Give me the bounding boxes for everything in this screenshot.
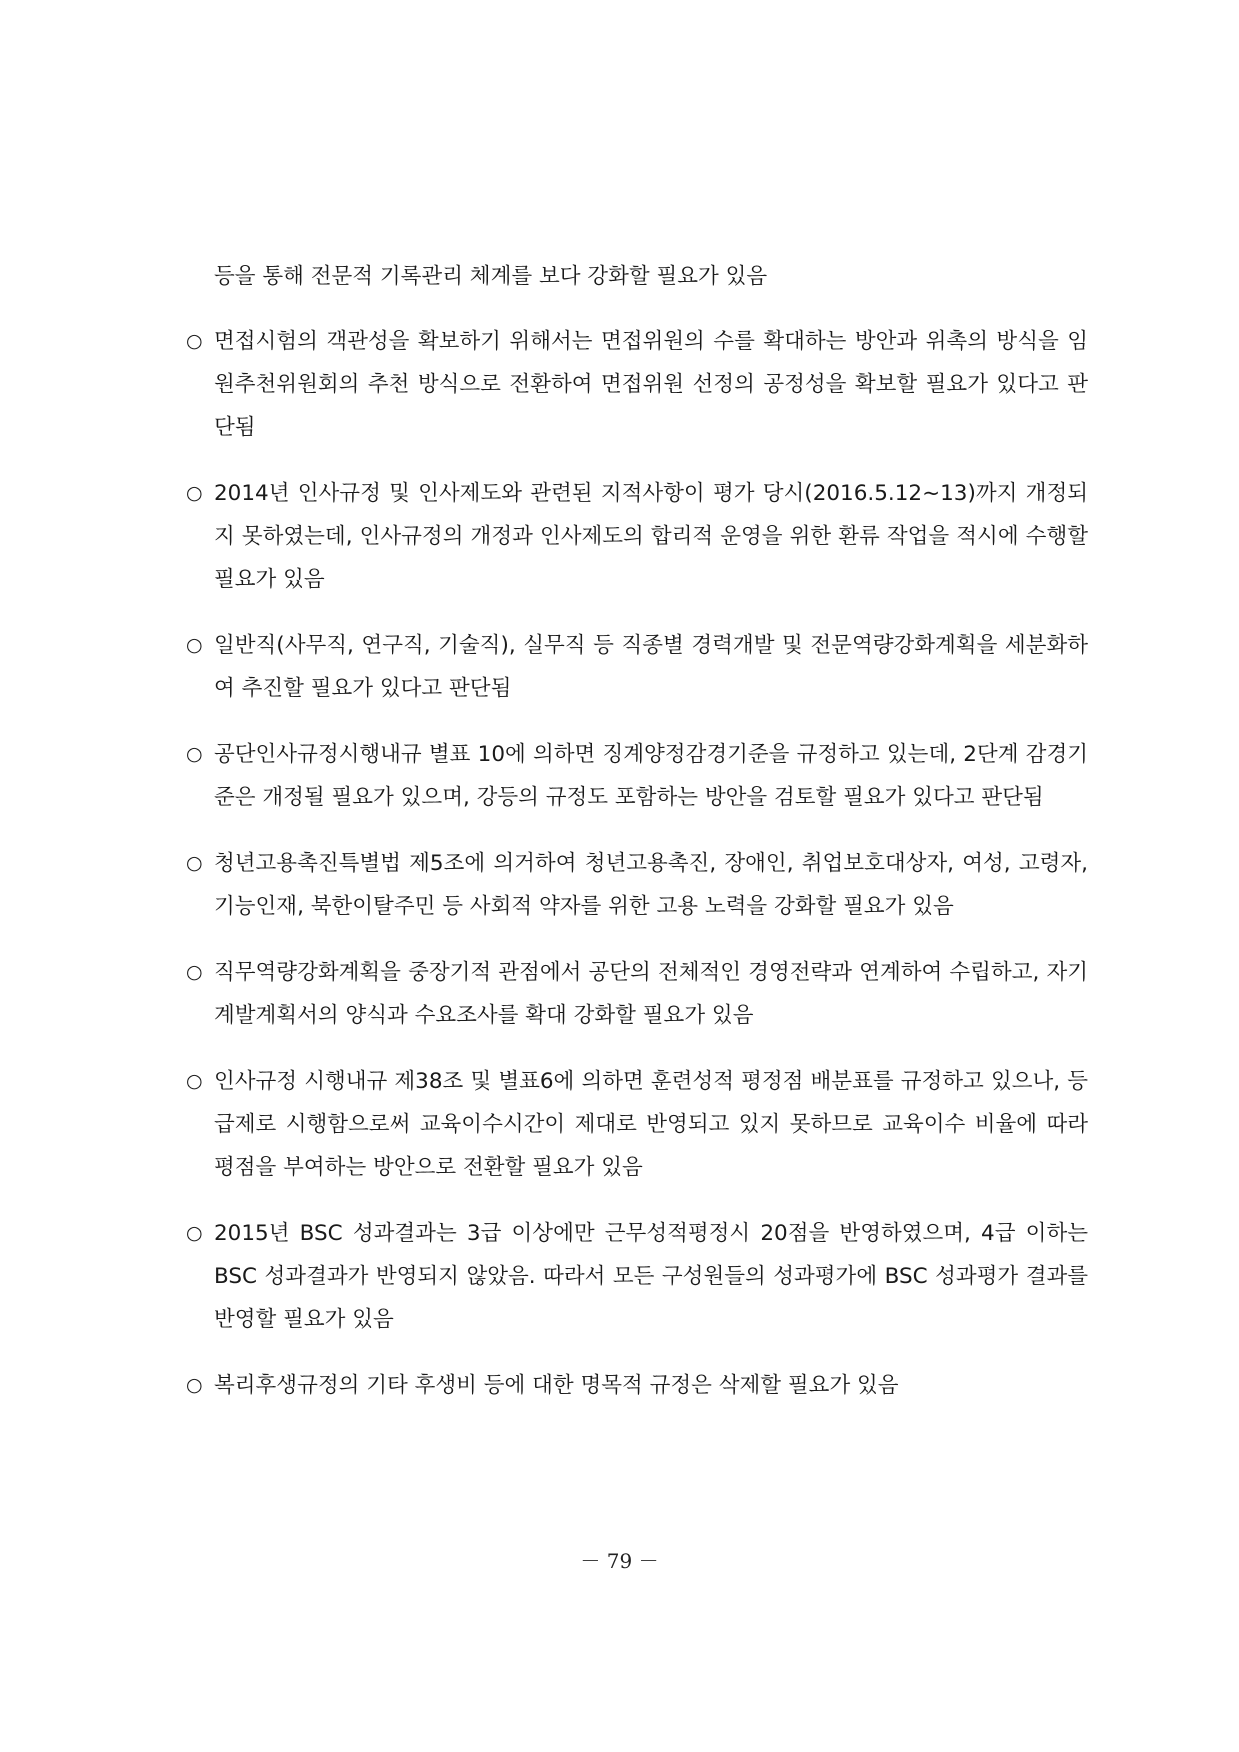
bullet-text: 공단인사규정시행내규 별표 10에 의하면 징계양정감경기준을 규정하고 있는데, 2단계 감경기준은 개정될 필요가 있으며, 강등의 규정도 포함하는 방안을 검토할 필요가 있다고 판단됨 (214, 742, 1088, 810)
bullet-item (186, 733, 1088, 819)
bullet-circle-icon: ○ (186, 852, 203, 874)
bullet-circle-icon: ○ (186, 634, 203, 656)
document-body (186, 255, 1088, 1430)
bullet-circle-icon: ○ (186, 961, 203, 983)
bullet-circle-icon: ○ (186, 1222, 203, 1244)
page-number: － 79 － (580, 1549, 659, 1573)
bullet-circle-icon: ○ (186, 482, 203, 504)
continuation-paragraph: 등을 통해 전문적 기록관리 체계를 보다 강화할 필요가 있음 (214, 264, 768, 289)
bullet-text: 2014년 인사규정 및 인사제도와 관련된 지적사항이 평가 당시(2016.5.12~13)까지 개정되지 못하였는데, 인사규정의 개정과 인사제도의 합리적 운영을 위한 환류 작업을 적시에 수행할 필요가 있음 (214, 481, 1088, 592)
bullet-item (186, 472, 1088, 601)
bullet-text: 인사규정 시행내규 제38조 및 별표6에 의하면 훈련성적 평정점 배분표를 규정하고 있으나, 등급제로 시행함으로써 교육이수시간이 제대로 반영되고 있지 못하므로 교육이수 비율에 따라 평점을 부여하는 방안으로 전환할 필요가 있음 (214, 1069, 1088, 1180)
bullet-text: 복리후생규정의 기타 후생비 등에 대한 명목적 규정은 삭제할 필요가 있음 (214, 1373, 899, 1398)
bullet-text: 일반직(사무직, 연구직, 기술직), 실무직 등 직종별 경력개발 및 전문역량강화계획을 세분화하여 추진할 필요가 있다고 판단됨 (214, 633, 1088, 701)
bullet-item (186, 951, 1088, 1037)
bullet-item (186, 842, 1088, 928)
bullet-text: 청년고용촉진특별법 제5조에 의거하여 청년고용촉진, 장애인, 취업보호대상자, 여성, 고령자, 기능인재, 북한이탈주민 등 사회적 약자를 위한 고용 노력을 강화할 필요가 있음 (214, 851, 1088, 919)
bullet-item (186, 1364, 1088, 1407)
bullet-item (186, 1212, 1088, 1341)
bullet-text: 2015년 BSC 성과결과는 3급 이상에만 근무성적평정시 20점을 반영하였으며, 4급 이하는 BSC 성과결과가 반영되지 않았음. 따라서 모든 구성원들의 성과평가에 BSC 성과평가 결과를 반영할 필요가 있음 (214, 1221, 1088, 1332)
bullet-item (186, 320, 1088, 449)
bullet-circle-icon: ○ (186, 743, 203, 765)
bullet-text: 면접시험의 객관성을 확보하기 위해서는 면접위원의 수를 확대하는 방안과 위촉의 방식을 임원추천위원회의 추천 방식으로 전환하여 면접위원 선정의 공정성을 확보할 필요가 있다고 판단됨 (214, 329, 1088, 440)
bullet-circle-icon: ○ (186, 1374, 203, 1396)
bullet-circle-icon: ○ (186, 1070, 203, 1092)
bullet-item (186, 624, 1088, 710)
bullet-circle-icon: ○ (186, 330, 203, 352)
bullet-text: 직무역량강화계획을 중장기적 관점에서 공단의 전체적인 경영전략과 연계하여 수립하고, 자기계발계획서의 양식과 수요조사를 확대 강화할 필요가 있음 (214, 960, 1088, 1028)
bullet-item (186, 1060, 1088, 1189)
